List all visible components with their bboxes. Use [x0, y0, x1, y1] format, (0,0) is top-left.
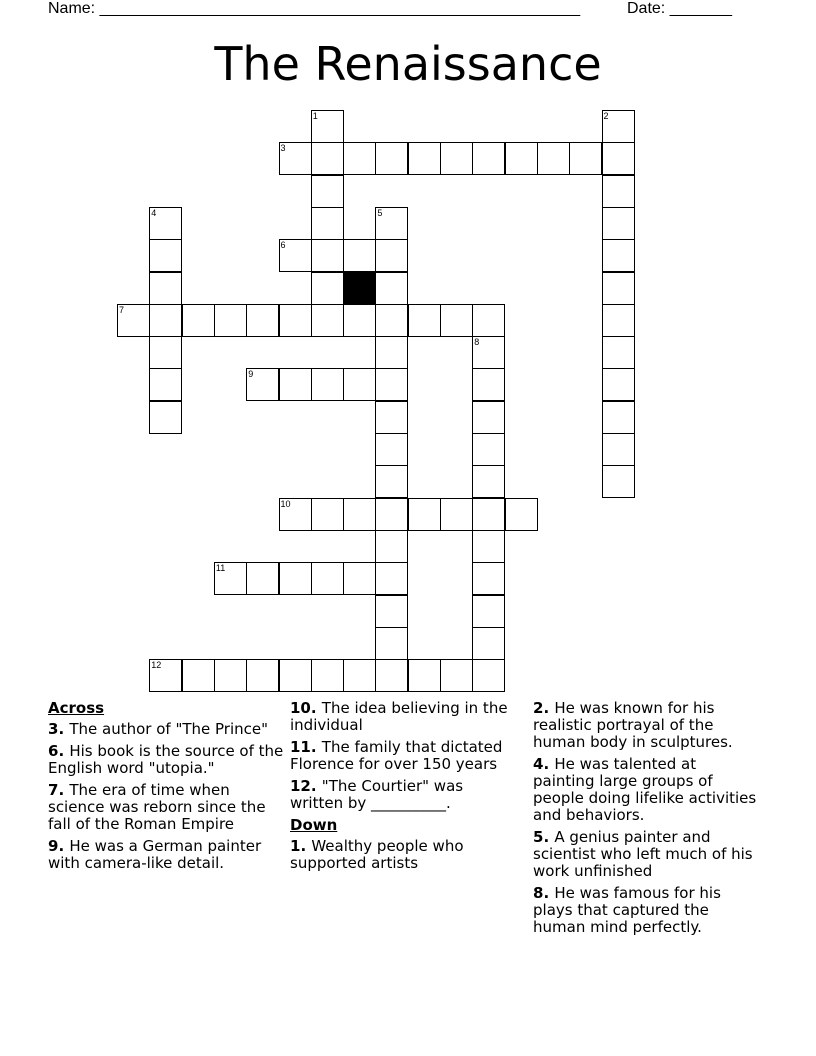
grid-cell[interactable]: [472, 304, 505, 337]
clue-number: 12: [151, 660, 162, 671]
clue-down-1: 1. Wealthy people who supported artists: [290, 837, 464, 872]
clue-across-9: 9. He was a German painter with camera-like detail.: [48, 837, 262, 872]
grid-cell[interactable]: [279, 659, 312, 692]
grid-cell[interactable]: [375, 239, 408, 272]
grid-cell[interactable]: [569, 142, 602, 175]
grid-cell[interactable]: [375, 562, 408, 595]
grid-cell[interactable]: [214, 304, 247, 337]
grid-cell[interactable]: [472, 465, 505, 498]
clue-column-2: [290, 700, 520, 877]
grid-cell[interactable]: [537, 142, 570, 175]
clue-down-5: 5. A genius painter and scientist who left much of his work unfinished: [533, 828, 753, 880]
grid-cell[interactable]: [149, 272, 182, 305]
grid-cell[interactable]: [343, 659, 376, 692]
grid-cell[interactable]: [279, 562, 312, 595]
blocked-square: [343, 272, 376, 305]
grid-cell[interactable]: [375, 368, 408, 401]
grid-cell[interactable]: [472, 498, 505, 531]
grid-cell[interactable]: [408, 659, 441, 692]
clue-number: 2: [603, 111, 609, 121]
clue-number: 4: [151, 207, 157, 218]
grid-cell[interactable]: [279, 239, 312, 272]
grid-cell[interactable]: [602, 433, 635, 466]
grid-cell[interactable]: [375, 530, 408, 563]
grid-cell[interactable]: [375, 627, 408, 660]
grid-cell[interactable]: [246, 562, 279, 595]
grid-cell[interactable]: [375, 272, 408, 305]
clue-number: 5: [377, 207, 383, 218]
grid-cell[interactable]: [440, 498, 473, 531]
grid-cell[interactable]: [375, 336, 408, 369]
grid-cell[interactable]: [149, 304, 182, 337]
grid-cell[interactable]: [408, 142, 441, 175]
clue-column-3: [533, 700, 761, 941]
grid-cell[interactable]: [375, 401, 408, 434]
grid-cell[interactable]: [440, 142, 473, 175]
page-title: The Renaissance: [214, 37, 602, 91]
grid-cell[interactable]: [602, 110, 635, 143]
grid-cell[interactable]: [343, 368, 376, 401]
grid-cell[interactable]: [311, 272, 344, 305]
grid-cell[interactable]: [311, 142, 344, 175]
clue-across-12: 12. "The Courtier" was written by __________.: [290, 777, 464, 812]
date-field[interactable]: Date: _______: [627, 0, 732, 17]
clue-number: 1: [312, 111, 318, 121]
grid-cell[interactable]: [311, 498, 344, 531]
grid-cell[interactable]: [375, 433, 408, 466]
grid-cell[interactable]: [602, 336, 635, 369]
grid-cell[interactable]: [602, 142, 635, 175]
clue-number: 9: [248, 369, 254, 380]
grid-cell[interactable]: [440, 659, 473, 692]
down-heading: Down: [290, 816, 338, 834]
grid-cell[interactable]: [246, 368, 279, 401]
grid-cell[interactable]: [602, 465, 635, 498]
clue-down-2: 2. He was known for his realistic portrayal of the human body in sculptures.: [533, 699, 733, 751]
grid-cell[interactable]: [149, 401, 182, 434]
grid-cell[interactable]: [375, 498, 408, 531]
grid-cell[interactable]: [149, 659, 182, 692]
grid-cell[interactable]: [311, 239, 344, 272]
grid-cell[interactable]: [246, 304, 279, 337]
grid-cell[interactable]: [182, 659, 215, 692]
grid-cell[interactable]: [472, 336, 505, 369]
clue-number: 7: [119, 304, 125, 315]
grid-cell[interactable]: [505, 142, 538, 175]
clue-across-10: 10. The idea believing in the individual: [290, 699, 508, 734]
clue-down-8: 8. He was famous for his plays that captured the human mind perfectly.: [533, 884, 721, 936]
grid-cell[interactable]: [505, 498, 538, 531]
grid-cell[interactable]: [311, 207, 344, 240]
grid-cell[interactable]: [440, 304, 473, 337]
name-field[interactable]: Name: ______________________________________________________: [48, 0, 581, 17]
grid-cell[interactable]: [602, 239, 635, 272]
grid-cell[interactable]: [149, 368, 182, 401]
grid-cell[interactable]: [602, 401, 635, 434]
grid-cell[interactable]: [149, 239, 182, 272]
grid-cell[interactable]: [246, 659, 279, 692]
grid-cell[interactable]: [375, 304, 408, 337]
clue-number: 6: [280, 240, 286, 251]
grid-cell[interactable]: [472, 562, 505, 595]
clue-down-4: 4. He was talented at painting large groups of people doing lifelike activities and behaviors.: [533, 755, 757, 824]
clue-across-3: 3. The author of "The Prince": [48, 720, 269, 738]
grid-cell[interactable]: [279, 142, 312, 175]
grid-cell[interactable]: [279, 368, 312, 401]
grid-cell[interactable]: [472, 401, 505, 434]
clue-number: 10: [280, 498, 291, 509]
across-heading: Across: [48, 699, 105, 717]
grid-cell[interactable]: [472, 659, 505, 692]
grid-cell[interactable]: [602, 207, 635, 240]
grid-cell[interactable]: [182, 304, 215, 337]
grid-cell[interactable]: [343, 304, 376, 337]
grid-cell[interactable]: [602, 304, 635, 337]
grid-cell[interactable]: [343, 498, 376, 531]
grid-cell[interactable]: [472, 368, 505, 401]
grid-cell[interactable]: [311, 659, 344, 692]
clue-across-11: 11. The family that dictated Florence for over 150 years: [290, 738, 503, 773]
grid-cell[interactable]: [311, 304, 344, 337]
grid-cell[interactable]: [408, 304, 441, 337]
clue-across-6: 6. His book is the source of the English word "utopia.": [48, 742, 284, 777]
grid-cell[interactable]: [214, 562, 247, 595]
grid-cell[interactable]: [149, 207, 182, 240]
grid-cell[interactable]: [311, 368, 344, 401]
grid-cell[interactable]: [602, 272, 635, 305]
grid-cell[interactable]: [375, 207, 408, 240]
clue-number: 11: [215, 563, 226, 574]
grid-cell[interactable]: [602, 368, 635, 401]
clue-across-7: 7. The era of time when science was reborn since the fall of the Roman Empire: [48, 781, 266, 833]
grid-cell[interactable]: [214, 659, 247, 692]
grid-cell[interactable]: [311, 110, 344, 143]
grid-cell[interactable]: [602, 175, 635, 208]
grid-cell[interactable]: [375, 465, 408, 498]
grid-cell[interactable]: [472, 627, 505, 660]
grid-cell[interactable]: [311, 562, 344, 595]
grid-cell[interactable]: [472, 530, 505, 563]
header: [0, 0, 816, 20]
grid-cell[interactable]: [343, 239, 376, 272]
grid-cell[interactable]: [343, 562, 376, 595]
grid-cell[interactable]: [375, 142, 408, 175]
grid-cell[interactable]: [472, 433, 505, 466]
grid-cell[interactable]: [279, 498, 312, 531]
clue-number: 3: [280, 143, 286, 154]
grid-cell[interactable]: [375, 595, 408, 628]
clue-number: 8: [474, 337, 480, 348]
clue-column-1: [48, 700, 284, 877]
grid-cell[interactable]: [343, 142, 376, 175]
grid-cell[interactable]: [375, 659, 408, 692]
grid-cell[interactable]: [117, 304, 150, 337]
grid-cell[interactable]: [149, 336, 182, 369]
grid-cell[interactable]: [472, 595, 505, 628]
grid-cell[interactable]: [408, 498, 441, 531]
grid-cell[interactable]: [311, 175, 344, 208]
grid-cell[interactable]: [279, 304, 312, 337]
grid-cell[interactable]: [472, 142, 505, 175]
